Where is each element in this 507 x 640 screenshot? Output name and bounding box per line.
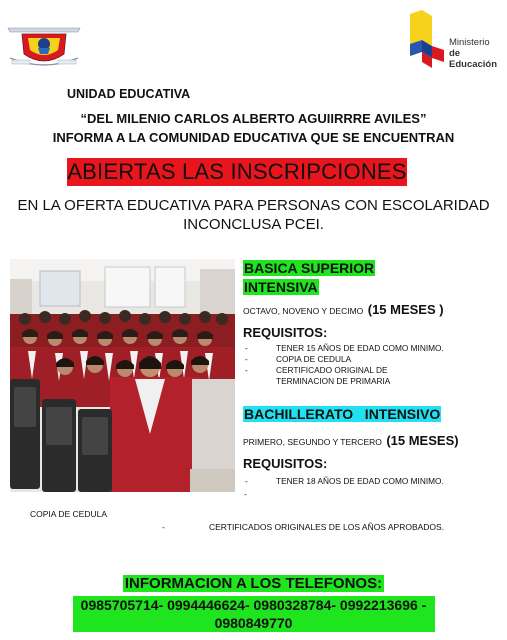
list-item: - CERTIFICADO ORIGINAL DE TERMINACION DE PRIMARIA [245,365,391,386]
basica-heading-line1: BASICA SUPERIOR [244,260,375,276]
ministry-line2: de Educación [449,48,498,70]
bullet-dash: - [244,489,247,499]
bullet-dash: - [245,365,248,375]
bachillerato-grades-line [243,432,459,450]
bachillerato-requirement-cedula: COPIA DE CEDULA [30,509,107,519]
ministry-line1: Ministerio [449,37,490,48]
basica-requirements-list [243,343,446,387]
ministry-name [449,37,507,70]
school-crest-icon [2,18,86,74]
bachillerato-requirement-certificados: CERTIFICADOS ORIGINALES DE LOS AÑOS APROBADOS. [209,522,445,532]
basica-duration: (15 MESES ) [367,302,444,317]
contact-label: INFORMACION A LOS TELEFONOS: [124,575,383,592]
school-logo [2,18,86,74]
contact-phones: 0985705714- 0994446624- 0980328784- 0992213696 - 0980849770 [0,596,507,633]
ecuador-ministry-logo-icon [408,10,448,68]
list-item: - TENER 15 AÑOS DE EDAD COMO MINIMO. [245,343,444,353]
students-photo [10,259,235,492]
bachillerato-requirements-list [243,476,444,487]
bullet-dash: - [162,522,165,532]
bullet-dash: - [245,354,248,364]
bachillerato-heading: BACHILLERATO INTENSIVO [244,406,441,422]
basica-requisitos-label: REQUISITOS: [243,325,328,340]
bachillerato-duration: (15 MESES) [386,433,459,448]
announcement-line: INFORMA A LA COMUNIDAD EDUCATIVA QUE SE ENCUENTRAN [52,130,455,145]
basica-grades-line [243,301,444,319]
basica-heading-line2: INTENSIVA [244,279,318,295]
bullet-dash: - [245,476,248,486]
bachillerato-requisitos-label: REQUISITOS: [243,456,328,471]
offer-text: EN LA OFERTA EDUCATIVA PARA PERSONAS CON ESCOLARIDAD INCONCLUSA PCEI. [17,197,490,233]
graduates-photo-icon [10,259,235,492]
school-name: “DEL MILENIO CARLOS ALBERTO AGUIIRRRE AVILES” [80,111,427,126]
bachillerato-grades: PRIMERO, SEGUNDO Y TERCERO [243,437,382,447]
enrollment-open-banner: ABIERTAS LAS INSCRIPCIONES [67,159,407,184]
list-item: - TENER 18 AÑOS DE EDAD COMO MINIMO. [245,476,444,486]
basica-grades: OCTAVO, NOVENO Y DECIMO [243,306,364,316]
list-item: - COPIA DE CEDULA [245,354,352,364]
bullet-dash: - [245,343,248,353]
